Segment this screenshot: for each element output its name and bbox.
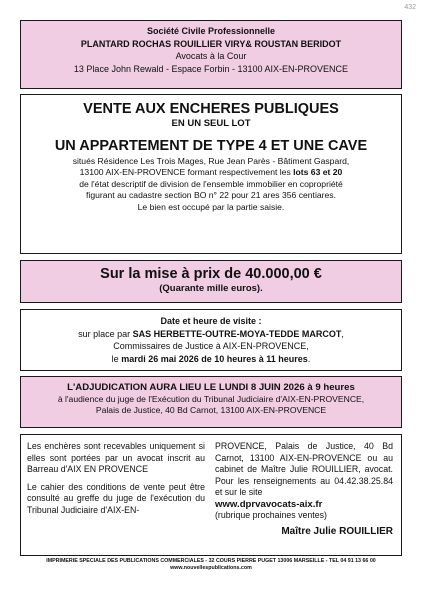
printer-website[interactable]: www.nouvellespublications.com bbox=[170, 565, 252, 571]
starting-price bbox=[20, 260, 402, 303]
property-location: situés Résidence Les Trois Mages, Rue Jean Parès - Bâtiment Gaspard, bbox=[72, 156, 350, 166]
firm-name: PLANTARD ROCHAS ROUILLIER VIRY& ROUSTAN BERIDOT bbox=[80, 38, 342, 49]
visit-line-2: Commissaires de Justice à AIX-EN-PROVENCE, bbox=[113, 341, 309, 351]
adjudication bbox=[20, 376, 402, 428]
adjudication-court: à l'audience du juge de l'Exécution du Tribunal Judiciaire d'AIX-EN-PROVENCE, bbox=[57, 394, 365, 404]
property-division: de l'état descriptif de division de l'ensemble immobilier en copropriété bbox=[79, 178, 343, 189]
visit-line-1 bbox=[21, 328, 401, 341]
visit-heading: Date et heure de visite : bbox=[160, 316, 262, 326]
signature: Maître Julie ROUILLIER bbox=[281, 525, 393, 537]
adjudication-headline: L'ADJUDICATION AURA LIEU LE LUNDI 8 JUIN 2026 à 9 heures bbox=[67, 382, 355, 393]
lots-highlight: lots 63 et 20 bbox=[293, 167, 343, 178]
page-number: 432 bbox=[404, 4, 416, 11]
visit-period: . bbox=[307, 353, 311, 364]
visit-prefix: sur place par bbox=[78, 328, 131, 339]
property-lots-line bbox=[21, 167, 401, 178]
visit-firm: SAS HERBETTE-OUTRE-MOYA-TEDDE MARCOT bbox=[132, 328, 342, 339]
conditions-left-column bbox=[27, 441, 205, 516]
sale-subtitle: EN UN SEUL LOT bbox=[171, 118, 251, 129]
specifications-consultation: Le cahier des conditions de vente peut être consulté au greffe du juge de l'exécution du Tribunal Judiciaire d'AIX-EN- bbox=[27, 481, 205, 515]
visit-date: mardi 26 mai 2026 de 10 heures à 11 heures bbox=[121, 353, 308, 364]
adjudication-address: Palais de Justice, 40 Bd Carnot, 13100 AIX-EN-PROVENCE bbox=[95, 405, 327, 416]
property-occupancy: Le bien est occupé par la partie saisie. bbox=[137, 201, 285, 212]
visit-line-3 bbox=[21, 353, 401, 366]
website-link[interactable]: www.dprvavocats-aix.fr bbox=[215, 498, 323, 510]
website-note: (rubrique prochaines ventes) bbox=[215, 510, 327, 520]
property-title: UN APPARTEMENT DE TYPE 4 ET UNE CAVE bbox=[54, 138, 368, 154]
price-words: (Quarante mille euros). bbox=[159, 283, 263, 294]
sale-description bbox=[20, 94, 402, 254]
bidding-conditions: Les enchères sont recevables uniquement si elles sont portées par un avocat inscrit au Barreau d'AIX EN PROVENCE bbox=[27, 441, 205, 474]
consultation-places: PROVENCE, Palais de Justice, 40 Bd Carnot, 13100 AIX-EN-PROVENCE ou au cabinet de Maître Julie ROUILLIER, avocat. Pour les renseignements au 04.42.38.25.84 et sur le site bbox=[215, 441, 393, 497]
legal-notice bbox=[20, 20, 402, 588]
conditions-right-column bbox=[215, 441, 393, 537]
firm-role: Avocats à la Cour bbox=[175, 51, 247, 61]
property-cadastre: figurant au cadastre section BO n° 22 pour 21 ares 356 centiares. bbox=[86, 190, 336, 201]
visit-comma: , bbox=[341, 328, 344, 339]
property-lots-text: 13100 AIX-EN-PROVENCE formant respectivement les bbox=[79, 167, 291, 178]
printer-address: IMPRIMERIE SPECIALE DES PUBLICATIONS COMMERCIALES - 32 COURS PIERRE PUGET 13006 MARSEILLE - TEL 04 91 13 66 00 bbox=[46, 558, 376, 564]
firm-type: Société Civile Professionnelle bbox=[146, 26, 276, 36]
visit-le: le bbox=[111, 353, 119, 364]
firm-address: 13 Place John Rewald - Espace Forbin - 13100 AIX-EN-PROVENCE bbox=[73, 63, 349, 74]
sale-title: VENTE AUX ENCHERES PUBLIQUES bbox=[83, 101, 339, 117]
visit-info bbox=[20, 309, 402, 371]
price-headline: Sur la mise à prix de 40.000,00 € bbox=[100, 266, 322, 282]
sale-conditions bbox=[20, 434, 402, 556]
printer-footer bbox=[20, 558, 402, 572]
law-firm-header bbox=[20, 20, 402, 89]
